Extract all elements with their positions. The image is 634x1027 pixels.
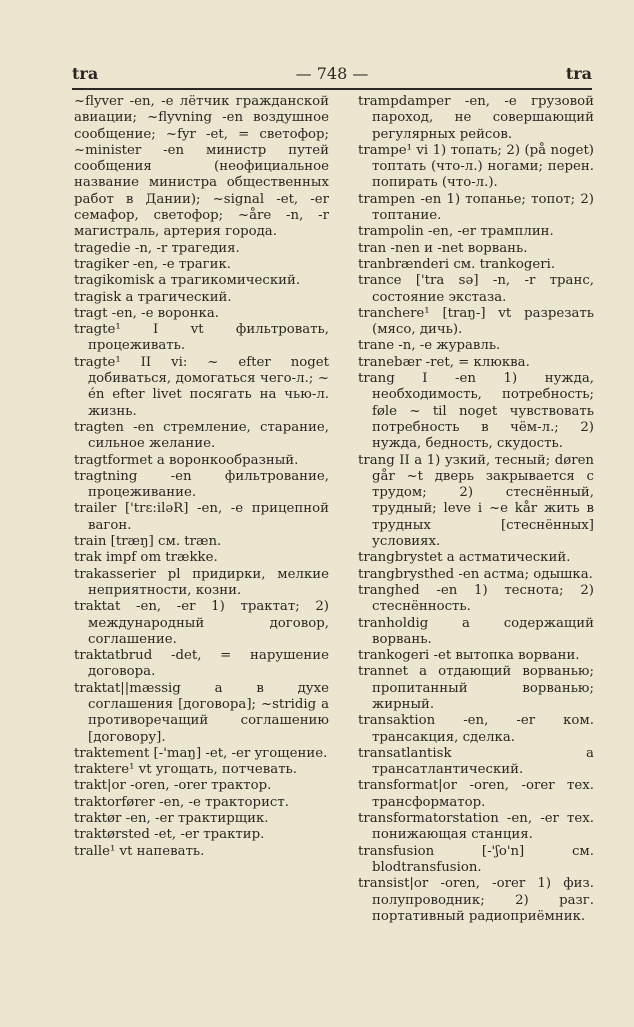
dictionary-entry: trampen -en 1) топанье; топот; 2) топтание. <box>358 191 594 224</box>
dictionary-entry: tragtformet a воронкообразный. <box>74 452 299 468</box>
dictionary-entry: trailer ['trɛ:ilәR] -en, -e прицепной вагон. <box>74 501 329 533</box>
dictionary-entry: transformat|or -oren, -orer тех. трансформатор. <box>358 778 594 810</box>
header-guide-word-right: tra <box>565 64 592 83</box>
dictionary-entry: trampe¹ vi 1) топать; 2) (på noget) топтать (что-л.) ногами; перен. попирать (что-л.). <box>358 142 594 191</box>
dictionary-entry: traktere¹ vt угощать, потчевать. <box>74 762 298 778</box>
dictionary-entry: transatlantisk a трансатлантический. <box>358 745 594 778</box>
dictionary-entry: trang I -en 1) нужда, необходимость, потребность; føle ~ til noget чувствовать потребность в чём-л.; 2) нужда, бедность, скудость. <box>358 371 594 452</box>
dictionary-entry: tragten -en стремление, старание, сильное желание. <box>74 419 329 452</box>
dictionary-entry: tragt -en, -e воронка. <box>74 305 220 321</box>
dictionary-entry: trampdamper -en, -e грузовой пароход, не совершающий регулярных рейсов. <box>358 94 594 142</box>
dictionary-entry: traktatbrud -det, = нарушение договора. <box>74 648 329 680</box>
header-guide-word-left: tra <box>72 64 99 83</box>
dictionary-entry: traktør -en, -er трактирщик. <box>74 811 269 827</box>
dictionary-entry: tragisk a трагический. <box>74 289 232 305</box>
dictionary-entry: transfusion [-'ʃo'n] см. blodtransfusion. <box>358 843 594 875</box>
dictionary-entry: traktørsted -et, -er трактир. <box>74 827 265 843</box>
left-column <box>74 94 329 860</box>
dictionary-entry: trak impf om trække. <box>74 550 218 566</box>
dictionary-entry: tranbrænderi см. trankogeri. <box>358 256 556 272</box>
dictionary-entry: trampolin -en, -er трамплин. <box>358 224 554 240</box>
dictionary-entry: traktat -en, -er 1) трактат; 2) международный договор, соглашение. <box>74 599 329 647</box>
dictionary-entry: tragiker -en, -e трагик. <box>74 256 232 272</box>
dictionary-entry: ~flyver -en, -e лётчик гражданской авиации; ~flyvning -en воздушное сообщение; ~fyr -et, = светофор; ~minister -en министр путей сообщения (неофициальное название министра общественных работ в Дании); ~signal -et, -er семафор, светофор; ~åre -n, -r магистраль, артерия города. <box>74 94 329 240</box>
dictionary-entry: traktorfører -en, -e тракторист. <box>74 794 289 810</box>
dictionary-entry: tragte¹ II vi: ~ efter noget добиваться, домогаться чего-л.; ~ én efter livet посягать на чью-л. жизнь. <box>74 354 329 419</box>
dictionary-entry: trance ['tra sә] -n, -r транс, состояние экстаза. <box>358 273 594 305</box>
page-header <box>72 64 592 86</box>
dictionary-entry: traktement [-'maŋ] -et, -er угощение. <box>74 745 328 761</box>
dictionary-entry: tralle¹ vt напевать. <box>74 843 205 859</box>
dictionary-entry: transist|or -oren, -orer 1) физ. полупроводник; 2) разг. портативный радиоприёмник. <box>358 876 594 924</box>
dictionary-entry: tranebær -ret, = клюква. <box>358 354 530 370</box>
dictionary-entry: trangbrystet a астматический. <box>358 550 571 566</box>
dictionary-entry: trakt|or -oren, -orer трактор. <box>74 778 272 794</box>
dictionary-entry: trankogeri -et вытопка ворвани. <box>358 648 580 664</box>
dictionary-entry: tragikomisk a трагикомический. <box>74 273 301 289</box>
dictionary-entry: trakasserier pl придирки, мелкие неприятности, козни. <box>74 566 329 598</box>
dictionary-entry: tragtning -en фильтрование, процеживание. <box>74 468 329 501</box>
dictionary-entry: trannet a отдающий ворванью; пропитанный ворванью; жирный. <box>358 664 594 712</box>
dictionary-entry: trangbrysthed -en астма; одышка. <box>358 566 593 582</box>
dictionary-entry: tranholdig a содержащий ворвань. <box>358 615 594 647</box>
dictionary-entry: tranchere¹ [traŋ-] vt разрезать (мясо, дичь). <box>358 305 594 338</box>
dictionary-entry: tran -nen и -net ворвань. <box>358 240 528 256</box>
dictionary-entry: trane -n, -e журавль. <box>358 338 501 354</box>
dictionary-entry: train [træŋ] см. træn. <box>74 534 222 550</box>
dictionary-entry: tranghed -en 1) теснота; 2) стеснённость. <box>358 582 594 615</box>
dictionary-entry: trang II a 1) узкий, тесный; døren går ~t дверь закрывается с трудом; 2) стеснённый, трудный; leve i ~e kår жить в трудных [стеснённых] условиях. <box>358 452 594 550</box>
dictionary-entry: tragedie -n, -r трагедия. <box>74 240 240 256</box>
page-number: — 748 — <box>295 64 369 83</box>
dictionary-entry: transaktion -en, -er ком. трансакция, сделка. <box>358 713 594 745</box>
dictionary-entry: transformatorstation -en, -er тех. понижающая станция. <box>358 811 594 843</box>
header-rule <box>72 88 592 90</box>
right-column <box>358 94 594 925</box>
dictionary-entry: tragte¹ I vt фильтровать, процеживать. <box>74 322 329 354</box>
dictionary-entry: traktat||mæssig a в духе соглашения [договора]; ~stridig a противоречащий соглашению [договору]. <box>74 680 329 745</box>
